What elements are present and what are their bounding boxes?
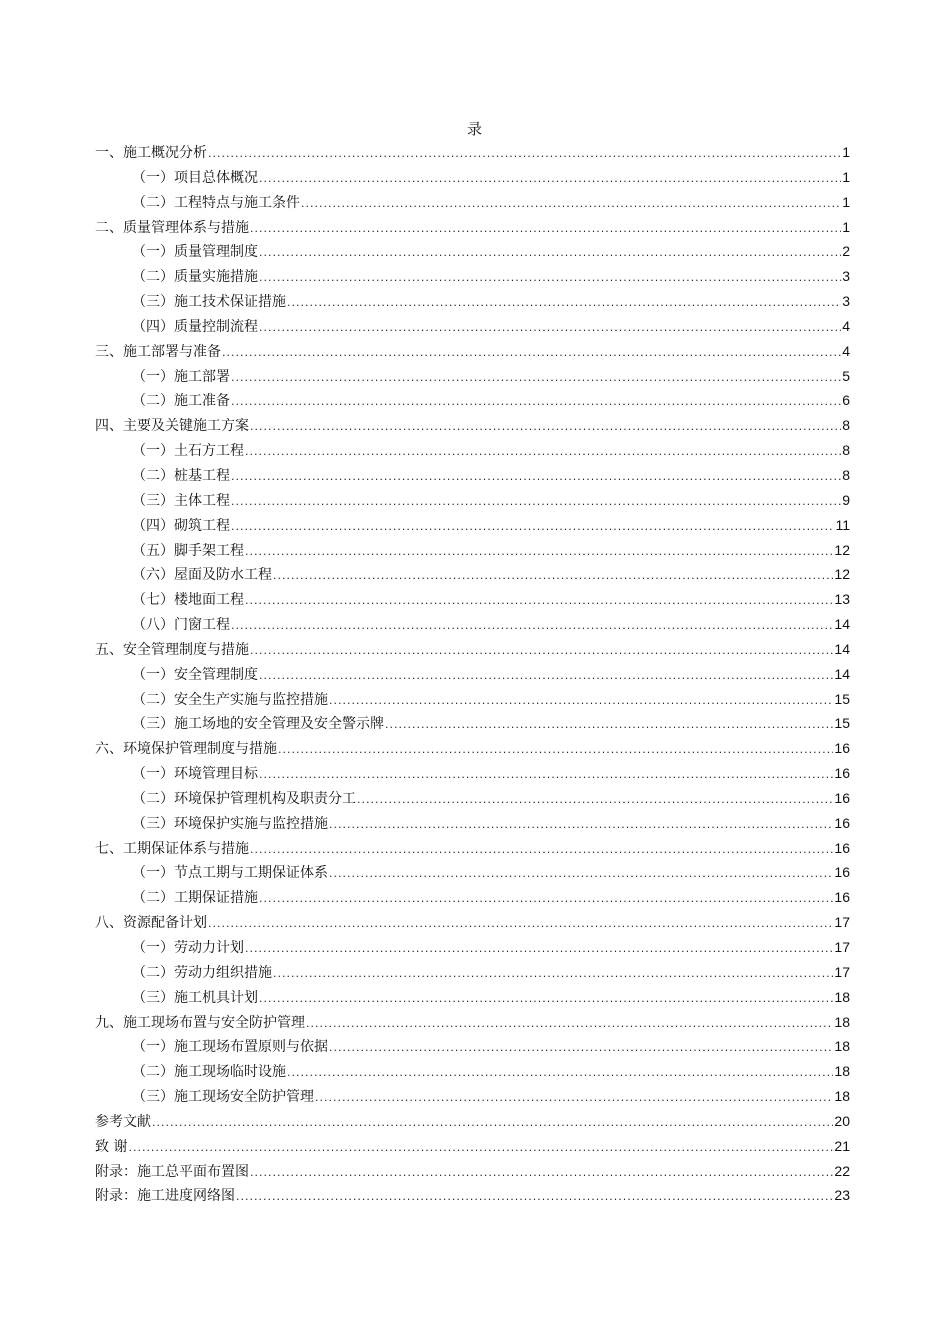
toc-dot-leader [329, 689, 833, 714]
toc-dot-leader [250, 217, 841, 242]
toc-dot-leader [250, 415, 841, 440]
toc-page-number: 4 [842, 342, 850, 359]
toc-entry-label: （一）节点工期与工期保证体系 [132, 865, 328, 882]
toc-entry-label: （二）施工现场临时设施 [132, 1064, 286, 1081]
toc-dot-leader [231, 515, 834, 540]
toc-page-number: 18 [834, 988, 850, 1005]
toc-dot-leader [329, 813, 833, 838]
toc-page-number: 3 [842, 293, 850, 310]
toc-entry-section[interactable] [95, 538, 850, 563]
toc-entry-section[interactable] [95, 960, 850, 985]
toc-page-number: 1 [842, 218, 850, 235]
toc-entry-chapter[interactable] [95, 1159, 850, 1184]
toc-page-number: 16 [834, 889, 850, 906]
toc-page-number: 2 [842, 243, 850, 260]
toc-dot-leader [250, 639, 833, 664]
toc-dot-leader [231, 490, 841, 515]
toc-entry-chapter[interactable] [95, 413, 850, 438]
toc-dot-leader [259, 266, 841, 291]
toc-entry-label: （三）施工现场安全防护管理 [132, 1089, 314, 1106]
toc-entry-label: （二）环境保护管理机构及职责分工 [132, 790, 356, 807]
toc-entry-label: （二）桩基工程 [132, 467, 230, 484]
toc-entry-section[interactable] [95, 935, 850, 960]
toc-dot-leader [245, 440, 841, 465]
toc-page-number: 14 [834, 640, 850, 657]
toc-page-number: 1 [842, 193, 850, 210]
toc-dot-leader [278, 738, 833, 763]
toc-page-number: 5 [842, 367, 850, 384]
toc-page-number: 18 [834, 1088, 850, 1105]
toc-entry-label: （六）屋面及防水工程 [132, 567, 272, 584]
toc-entry-section[interactable] [95, 388, 850, 413]
toc-entry-label: （一）劳动力计划 [132, 940, 244, 956]
toc-entry-label: （一）环境管理目标 [132, 766, 258, 783]
toc-dot-leader [329, 862, 833, 887]
toc-entry-section[interactable] [95, 662, 850, 687]
toc-dot-leader [306, 1012, 833, 1037]
toc-entry-section[interactable] [95, 885, 850, 910]
toc-entry-label: （二）质量实施措施 [132, 269, 258, 286]
toc-page-number: 1 [842, 168, 850, 185]
toc-entry-section[interactable] [95, 711, 850, 736]
toc-entry-label: （七）楼地面工程 [132, 592, 244, 609]
toc-entry-section[interactable] [95, 165, 850, 190]
toc-entry-label: 一、施工概况分析 [95, 145, 207, 161]
toc-dot-leader [236, 1185, 833, 1210]
toc-entry-section[interactable] [95, 562, 850, 587]
toc-entry-label: 附录：施工进度网络图 [95, 1188, 235, 1205]
toc-page-number: 9 [842, 491, 850, 508]
toc-dot-leader [273, 564, 833, 589]
toc-dot-leader [231, 465, 841, 490]
toc-entry-label: （三）施工机具计划 [132, 989, 258, 1006]
toc-page-number: 8 [842, 466, 850, 483]
toc-entry-label: （一）施工部署 [132, 368, 230, 385]
toc-page-number: 22 [834, 1162, 850, 1179]
toc-page-number: 11 [835, 516, 850, 533]
toc-dot-leader [231, 614, 833, 639]
toc-entry-label: （二）工期保证措施 [132, 890, 258, 907]
toc-page-number: 16 [834, 789, 850, 806]
toc-entry-label: （二）安全生产实施与监控措施 [132, 691, 328, 708]
toc-entry-section[interactable] [95, 786, 850, 811]
toc-page-number: 14 [834, 616, 850, 633]
toc-page-number: 8 [842, 417, 850, 434]
toc-dot-leader [287, 1061, 833, 1086]
toc-page-number: 13 [834, 591, 850, 608]
toc-entry-section[interactable] [95, 687, 850, 712]
toc-page-number: 14 [834, 665, 850, 682]
toc-dot-leader [259, 987, 833, 1012]
toc-entry-section[interactable] [95, 587, 850, 612]
toc-entry-chapter[interactable] [95, 339, 850, 364]
toc-entry-label: （三）施工技术保证措施 [132, 294, 286, 311]
table-of-contents [95, 140, 850, 1208]
toc-dot-leader [231, 390, 841, 415]
toc-entry-section[interactable] [95, 1059, 850, 1084]
toc-entry-section[interactable] [95, 488, 850, 513]
toc-entry-label: （二）工程特点与施工条件 [132, 194, 300, 211]
toc-dot-leader [250, 838, 833, 863]
toc-page-number: 17 [834, 963, 850, 980]
toc-page-number: 23 [834, 1187, 850, 1204]
toc-page-number: 17 [834, 914, 850, 931]
toc-page-number: 15 [834, 715, 850, 732]
toc-entry-label: 四、主要及关键施工方案 [95, 418, 249, 435]
toc-entry-section[interactable] [95, 463, 850, 488]
toc-entry-label: （一）项目总体概况 [132, 169, 258, 186]
toc-entry-label: 九、施工现场布置与安全防护管理 [95, 1014, 305, 1031]
toc-dot-leader [259, 167, 841, 192]
toc-page-number: 18 [834, 1063, 850, 1080]
toc-entry-chapter[interactable] [95, 736, 850, 761]
toc-entry-label: （四）砌筑工程 [132, 517, 230, 534]
toc-entry-chapter[interactable] [95, 1134, 850, 1159]
toc-entry-label: 参考文献 [95, 1113, 151, 1130]
toc-entry-section[interactable] [95, 438, 850, 463]
toc-page-number: 4 [842, 317, 850, 334]
toc-entry-label: （三）环境保护实施与监控措施 [132, 815, 328, 832]
toc-entry-section[interactable] [95, 289, 850, 314]
toc-dot-leader [152, 1111, 833, 1136]
toc-dot-leader [259, 763, 833, 788]
toc-page-number: 16 [834, 740, 850, 757]
toc-entry-chapter[interactable] [95, 637, 850, 662]
toc-dot-leader [259, 664, 833, 689]
toc-entry-section[interactable] [95, 761, 850, 786]
toc-entry-chapter[interactable] [95, 910, 850, 935]
toc-page-number: 21 [834, 1137, 850, 1154]
toc-entry-chapter[interactable] [95, 1109, 850, 1134]
toc-entry-chapter[interactable] [95, 836, 850, 861]
toc-entry-label: （三）施工场地的安全管理及安全警示牌 [132, 716, 384, 733]
toc-entry-label: 三、施工部署与准备 [95, 343, 221, 360]
toc-dot-leader [315, 1086, 833, 1111]
toc-title: 录 [466, 120, 483, 138]
toc-entry-section[interactable] [95, 314, 850, 339]
toc-dot-leader [259, 316, 841, 341]
toc-dot-leader [329, 1036, 833, 1061]
toc-page-number: 1 [842, 144, 850, 160]
toc-entry-section[interactable] [95, 190, 850, 215]
toc-dot-leader [245, 540, 833, 565]
toc-entry-section[interactable] [95, 1084, 850, 1109]
toc-page-number: 18 [834, 1038, 850, 1055]
toc-dot-leader [250, 1161, 833, 1186]
toc-page-number: 3 [842, 268, 850, 285]
toc-entry-section[interactable] [95, 811, 850, 836]
toc-page-number: 6 [842, 392, 850, 409]
toc-dot-leader [385, 713, 833, 738]
toc-dot-leader [259, 887, 833, 912]
toc-dot-leader [231, 366, 841, 391]
toc-entry-label: 附录：施工总平面布置图 [95, 1163, 249, 1180]
toc-entry-chapter[interactable] [95, 1010, 850, 1035]
toc-page-number: 17 [834, 939, 850, 955]
toc-entry-chapter[interactable] [95, 140, 850, 165]
toc-page-number: 8 [842, 442, 850, 459]
toc-entry-label: 五、安全管理制度与措施 [95, 641, 249, 658]
toc-entry-label: （四）质量控制流程 [132, 318, 258, 335]
toc-entry-section[interactable] [95, 513, 850, 538]
toc-page-number: 15 [834, 690, 850, 707]
toc-entry-label: 八、资源配备计划 [95, 915, 207, 932]
toc-page-number: 20 [834, 1112, 850, 1129]
toc-entry-chapter[interactable] [95, 215, 850, 240]
toc-dot-leader [208, 912, 833, 937]
toc-entry-label: 致 谢 [95, 1138, 128, 1155]
toc-dot-leader [259, 241, 841, 266]
toc-entry-chapter[interactable] [95, 1183, 850, 1208]
toc-dot-leader [245, 589, 833, 614]
toc-entry-label: 七、工期保证体系与措施 [95, 840, 249, 857]
toc-entry-section[interactable] [95, 985, 850, 1010]
toc-page-number: 16 [834, 814, 850, 831]
toc-dot-leader [273, 962, 833, 987]
toc-entry-label: （一）安全管理制度 [132, 666, 258, 683]
toc-entry-section[interactable] [95, 860, 850, 885]
toc-page-number: 16 [834, 765, 850, 782]
toc-entry-label: （一）土石方工程 [132, 443, 244, 460]
toc-page-number: 12 [834, 541, 850, 558]
toc-entry-label: （八）门窗工程 [132, 617, 230, 634]
toc-page-number: 16 [834, 864, 850, 881]
toc-page-number: 16 [834, 839, 850, 856]
toc-entry-label: （五）脚手架工程 [132, 542, 244, 559]
toc-entry-section[interactable] [95, 264, 850, 289]
toc-entry-section[interactable] [95, 364, 850, 389]
toc-entry-label: （二）劳动力组织措施 [132, 964, 272, 981]
toc-entry-label: 二、质量管理体系与措施 [95, 219, 249, 236]
toc-dot-leader [301, 192, 841, 217]
toc-dot-leader [208, 142, 841, 167]
toc-page-number: 12 [834, 566, 850, 583]
toc-entry-section[interactable] [95, 239, 850, 264]
toc-entry-label: 六、环境保护管理制度与措施 [95, 741, 277, 758]
toc-entry-label: （二）施工准备 [132, 393, 230, 410]
toc-dot-leader [128, 1136, 833, 1161]
toc-entry-label: （一）施工现场布置原则与依据 [132, 1039, 328, 1056]
toc-entry-section[interactable] [95, 612, 850, 637]
toc-dot-leader [222, 341, 841, 366]
toc-dot-leader [287, 291, 841, 316]
toc-dot-leader [357, 788, 833, 813]
toc-page-number: 18 [834, 1013, 850, 1030]
toc-entry-section[interactable] [95, 1034, 850, 1059]
toc-entry-label: （一）质量管理制度 [132, 244, 258, 261]
toc-dot-leader [245, 937, 833, 962]
toc-entry-label: （三）主体工程 [132, 492, 230, 509]
